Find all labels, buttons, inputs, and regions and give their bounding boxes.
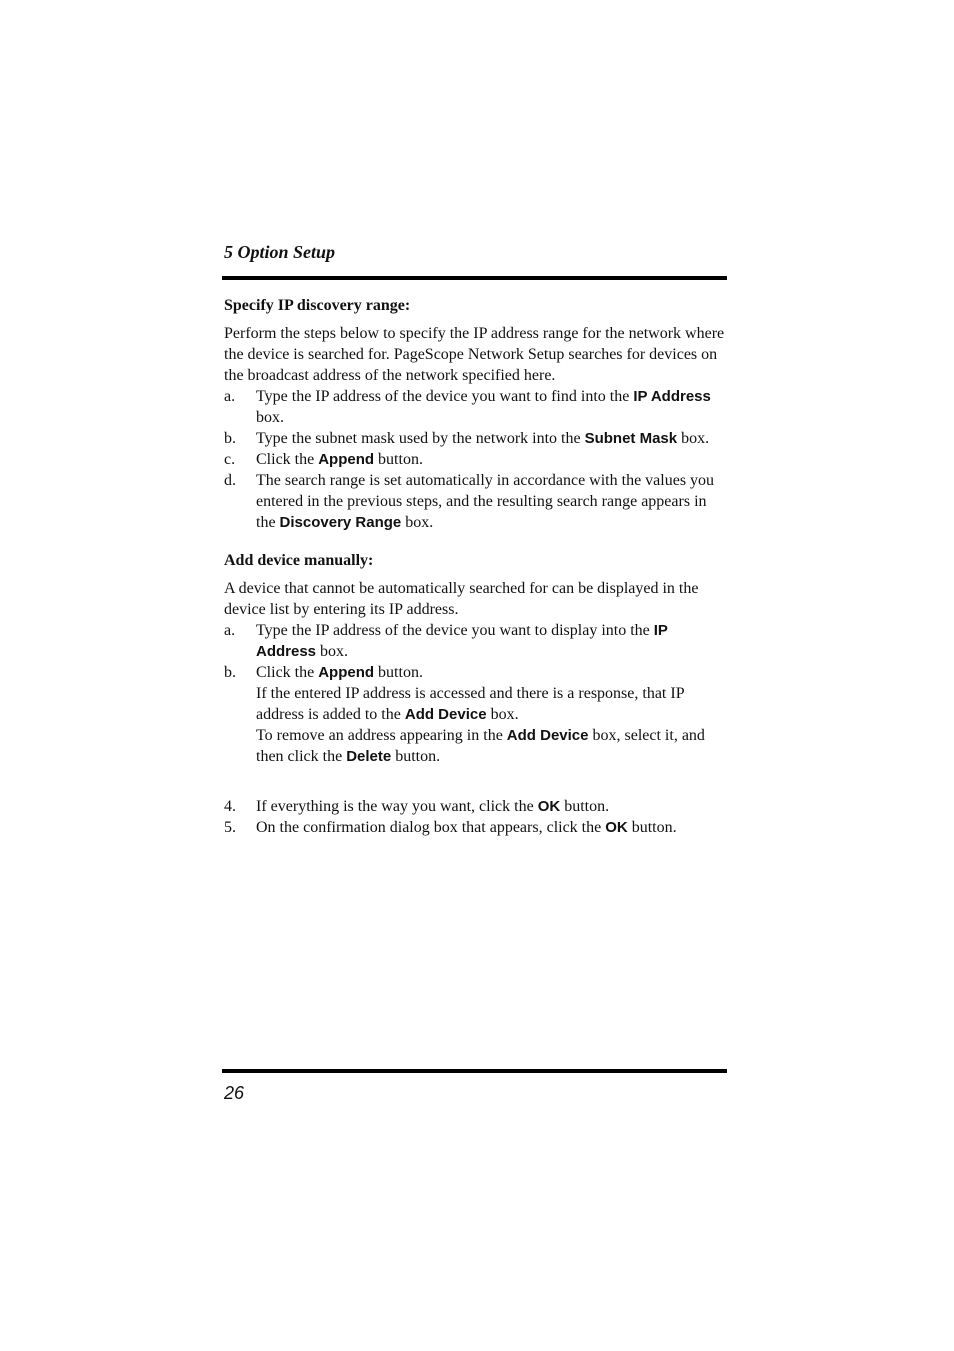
list-marker: c. (224, 451, 236, 468)
header-rule (222, 276, 727, 280)
list-item: a. Type the IP address of the device you want to display into the IP Address box. (224, 622, 668, 660)
list-marker: a. (224, 622, 236, 639)
list-item: d. The search range is set automatically in accordance with the values you entered in the previous steps, and the resulting search range appears in the Discovery Range box. (224, 472, 715, 531)
list-item: a. Type the IP address of the device you want to find into the IP Address box. (224, 388, 711, 426)
ui-term: OK (537, 798, 561, 815)
list-marker: 5. (224, 819, 236, 836)
chapter-header: 5 Option Setup (224, 242, 336, 262)
ui-term: Add Device (506, 727, 589, 744)
numbered-item: 5. On the confirmation dialog box that appears, click the OK button. (224, 819, 677, 836)
section-heading-ip-range: Specify IP discovery range: (224, 297, 411, 314)
ui-term: OK (605, 819, 628, 836)
list-marker: 4. (224, 798, 236, 815)
list-item: b. Type the subnet mask used by the network into the Subnet Mask box. (224, 430, 710, 447)
page-content (224, 295, 727, 838)
section-heading-add-device: Add device manually: (224, 552, 374, 569)
ui-term: IP Address (633, 388, 711, 405)
ui-term: Append (318, 664, 375, 681)
page-number: 26 (224, 1083, 245, 1103)
list-item: b. Click the Append button. If the entered IP address is accessed and there is a response, that IP address is added to the Add Device box. To remove an address appearing in the Add Device box, select it, and then click the Delete button. (224, 664, 705, 765)
list-item: c. Click the Append button. (224, 451, 423, 468)
footer-rule (222, 1069, 727, 1073)
list-marker: b. (224, 430, 236, 447)
ui-term: Subnet Mask (584, 430, 678, 447)
ui-term: IP Address (256, 622, 668, 660)
ui-term: Delete (346, 748, 392, 765)
section-intro-add-device: A device that cannot be automatically searched for can be displayed in the device list by entering its IP address. (224, 580, 699, 618)
ui-term: Discovery Range (279, 514, 402, 531)
list-marker: b. (224, 664, 236, 681)
numbered-item: 4. If everything is the way you want, click the OK button. (224, 798, 610, 815)
ui-term: Append (318, 451, 375, 468)
list-marker: d. (224, 472, 236, 489)
list-marker: a. (224, 388, 236, 405)
section-intro-ip-range: Perform the steps below to specify the IP address range for the network where the device is searched for. PageScope Network Setup searches for devices on the broadcast address of the network specified here. (224, 325, 725, 384)
ui-term: Add Device (404, 706, 487, 723)
